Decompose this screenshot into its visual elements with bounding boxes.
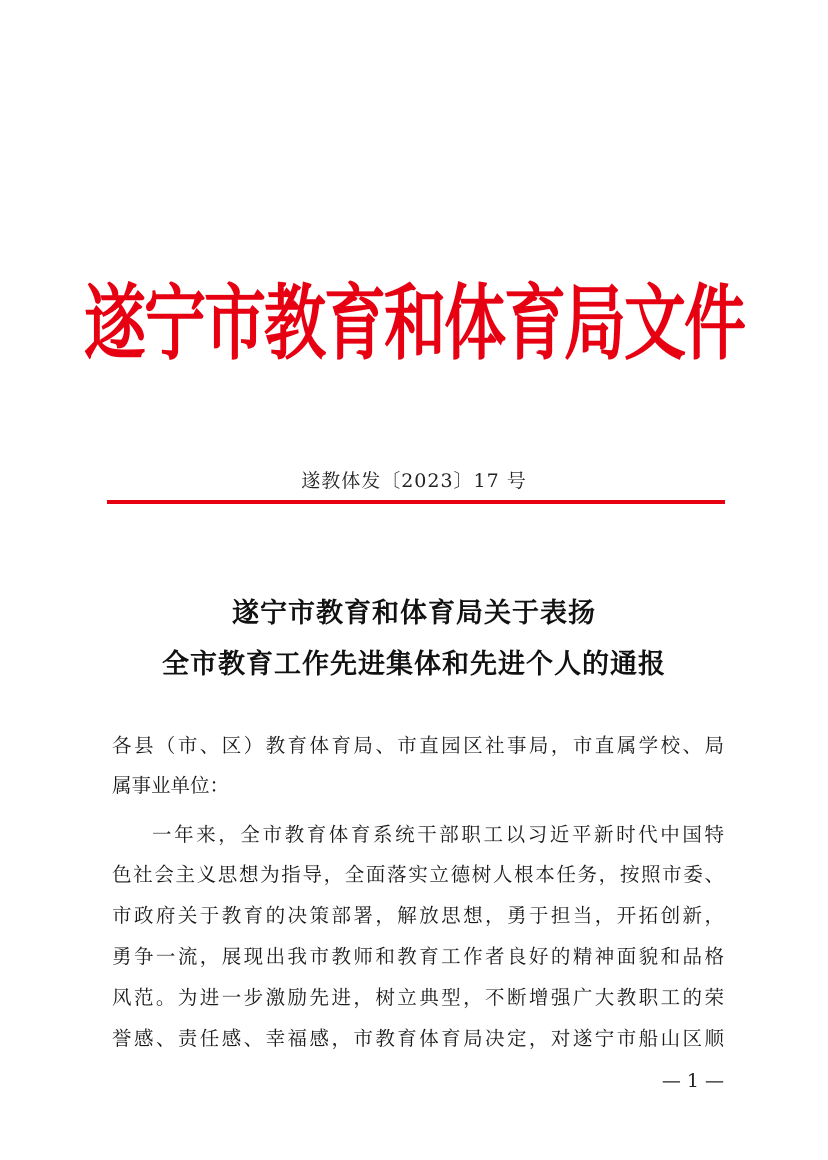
body-paragraph-line: 风范。为进一步激励先进，树立典型，不断增强广大教职工的荣 — [112, 986, 724, 1009]
notice-title-line-1: 遂宁市教育和体育局关于表扬 — [232, 598, 596, 629]
body-paragraph-line: 勇争一流，展现出我市教师和教育工作者良好的精神面貌和品格 — [112, 945, 724, 968]
recipients-line-1: 各县（市、区）教育体育局、市直园区社事局，市直属学校、局 — [112, 734, 724, 757]
red-separator-line — [107, 500, 725, 504]
document-number: 遂教体发〔2023〕17 号 — [301, 470, 527, 492]
body-paragraph-line: 市政府关于教育的决策部署，解放思想，勇于担当，开拓创新， — [112, 904, 724, 927]
body-paragraph-line: 色社会主义思想为指导，全面落实立德树人根本任务，按照市委、 — [112, 863, 724, 886]
page-number: — 1 — — [661, 1070, 724, 1092]
body-paragraph-line: 誉感、责任感、幸福感，市教育体育局决定，对遂宁市船山区顺 — [112, 1027, 724, 1050]
recipients-line-2: 属事业单位： — [112, 774, 230, 797]
document-header-title: 遂宁市教育和体育局文件 — [83, 275, 744, 372]
notice-title-line-2: 全市教育工作先进集体和先进个人的通报 — [162, 649, 666, 680]
body-paragraph-line: 一年来，全市教育体育系统干部职工以习近平新时代中国特 — [152, 823, 724, 846]
